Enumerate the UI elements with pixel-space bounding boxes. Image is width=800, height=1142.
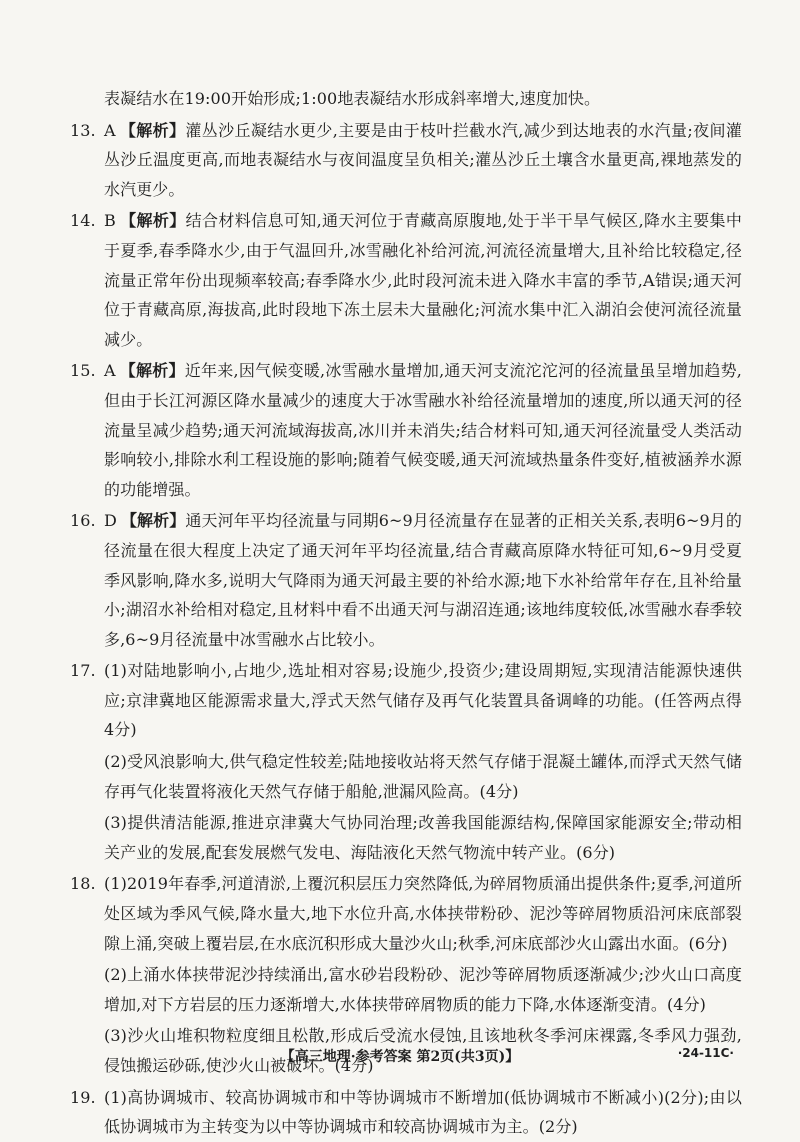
- answer-letter: B: [104, 211, 116, 231]
- question-body: [104, 356, 742, 504]
- question-14: [70, 206, 742, 354]
- question-18: [70, 869, 742, 958]
- analysis-tag: 【解析】: [119, 211, 186, 231]
- question-17: [70, 656, 742, 745]
- answer-part-1: (1)对陆地影响小,占地少,选址相对容易;设施少,投资少;建设周期短,实现清洁能源快速供应;京津冀地区能源需求量大,浮式天然气储存及再气化装置具备调峰的功能。(任答两点得4分): [104, 661, 742, 740]
- answer-part-1: (1)高协调城市、较高协调城市和中等协调城市不断增加(低协调城市不断减小)(2分);由以低协调城市为主转变为以中等协调城市和较高协调城市为主。(2分): [104, 1087, 742, 1137]
- question-16: [70, 506, 742, 654]
- continuation-text: 表凝结水在19:00开始形成;1:00地表凝结水形成斜率增大,速度加快。: [104, 89, 601, 108]
- analysis-text: 通天河年平均径流量与同期6~9月径流量存在显著的正相关关系,表明6~9月的径流量在很大程度上决定了通天河年平均径流量,结合青藏高原降水特征可知,6~9月受夏季风影响,降水多,说明大气降雨为通天河最主要的补给水源;地下水补给常年存在,且补给量小;湖沼水补给相对稳定,且材料中看不出通天河与湖沼连通;该地纬度较低,冰雪融水春季较多,6~9月径流量中冰雪融水占比较小。: [104, 511, 742, 649]
- question-number: 16.: [70, 511, 96, 531]
- answer-part-2: (2)上涌水体挟带泥沙持续涌出,富水砂岩段粉砂、泥沙等碎屑物质逐渐减少;沙火山口高度增加,对下方岩层的压力逐渐增大,水体挟带碎屑物质的能力下降,水体逐渐变清。(4分): [104, 965, 742, 1014]
- answer-part-3: (3)沙火山堆积物粒度细且松散,形成后受流水侵蚀,且该地秋冬季河床裸露,冬季风力强劲,侵蚀搬运砂砾,使沙火山被破坏。(4分): [104, 1026, 742, 1075]
- question-body: [104, 656, 742, 745]
- analysis-text: 近年来,因气候变暖,冰雪融水量增加,通天河支流沱沱河的径流量虽呈增加趋势,但由于长江河源区降水量减少的速度大于冰雪融水补给径流量增加的速度,所以通天河的径流量呈减少趋势;通天河流域海拔高,冰川并未消失;结合材料可知,通天河径流量受人类活动影响较小,排除水利工程设施的影响;随着气候变暖,通天河流域热量条件变好,植被涵养水源的功能增强。: [104, 361, 742, 499]
- question-body: [104, 1083, 742, 1142]
- analysis-tag: 【解析】: [119, 120, 186, 140]
- question-number: 17.: [70, 661, 96, 681]
- answer-letter: A: [104, 120, 116, 140]
- answer-part-2: (2)受风浪影响大,供气稳定性较差;陆地接收站将天然气存储于混凝土罐体,而浮式天然气储存再气化装置将液化天然气存储于船舱,泄漏风险高。(4分): [104, 752, 742, 801]
- analysis-text: 结合材料信息可知,通天河位于青藏高原腹地,处于半干旱气候区,降水主要集中于夏季,春季降水少,由于气温回升,冰雪融化补给河流,河流径流量增大,且补给比较稳定,径流量正常年份出现频率较高;春季降水少,此时段河流未进入降水丰富的季节,A错误;通天河位于青藏高原,海拔高,此时段地下冻土层未大量融化;河流水集中汇入湖泊会使河流径流量减少。: [104, 211, 742, 349]
- question-number: 15.: [70, 361, 96, 381]
- question-13: [70, 116, 742, 205]
- question-number: 13.: [70, 120, 96, 140]
- answer-part-3: (3)提供清洁能源,推进京津冀大气协同治理;改善我国能源结构,保障国家能源安全;带动相关产业的发展,配套发展燃气发电、海陆液化天然气物流中转产业。(6分): [104, 813, 742, 862]
- page-footer: [0, 1046, 800, 1072]
- footer-code: ·24-11C·: [677, 1046, 734, 1060]
- analysis-text: 灌丛沙丘凝结水更少,主要是由于枝叶拦截水汽,减少到达地表的水汽量;夜间灌丛沙丘温度更高,而地表凝结水与夜间温度呈负相关;灌丛沙丘土壤含水量更高,裸地蒸发的水汽更少。: [104, 120, 742, 199]
- question-body: [104, 506, 742, 654]
- analysis-tag: 【解析】: [119, 361, 185, 381]
- question-body: [104, 206, 742, 354]
- footer-title: 【高三地理·参考答案 第2页(共3页)】: [280, 1049, 520, 1065]
- question-15: [70, 356, 742, 504]
- question-19: [70, 1083, 742, 1142]
- answer-letter: D: [104, 511, 117, 531]
- answer-content: [70, 84, 742, 1142]
- answer-part-1: (1)2019年春季,河道清淤,上覆沉积层压力突然降低,为碎屑物质涌出提供条件;夏季,河道所处区域为季风气候,降水量大,地下水位升高,水体挟带粉砂、泥沙等碎屑物质沿河床底部裂隙上涌,突破上覆岩层,在水底沉积形成大量沙火山;秋季,河床底部沙火山露出水面。(6分): [104, 874, 742, 953]
- question-body: [104, 116, 742, 205]
- answer-letter: A: [104, 361, 116, 381]
- question-number: 19.: [70, 1087, 96, 1107]
- question-number: 18.: [70, 874, 96, 894]
- question-number: 14.: [70, 211, 96, 231]
- question-body: [104, 869, 742, 958]
- analysis-tag: 【解析】: [120, 511, 186, 531]
